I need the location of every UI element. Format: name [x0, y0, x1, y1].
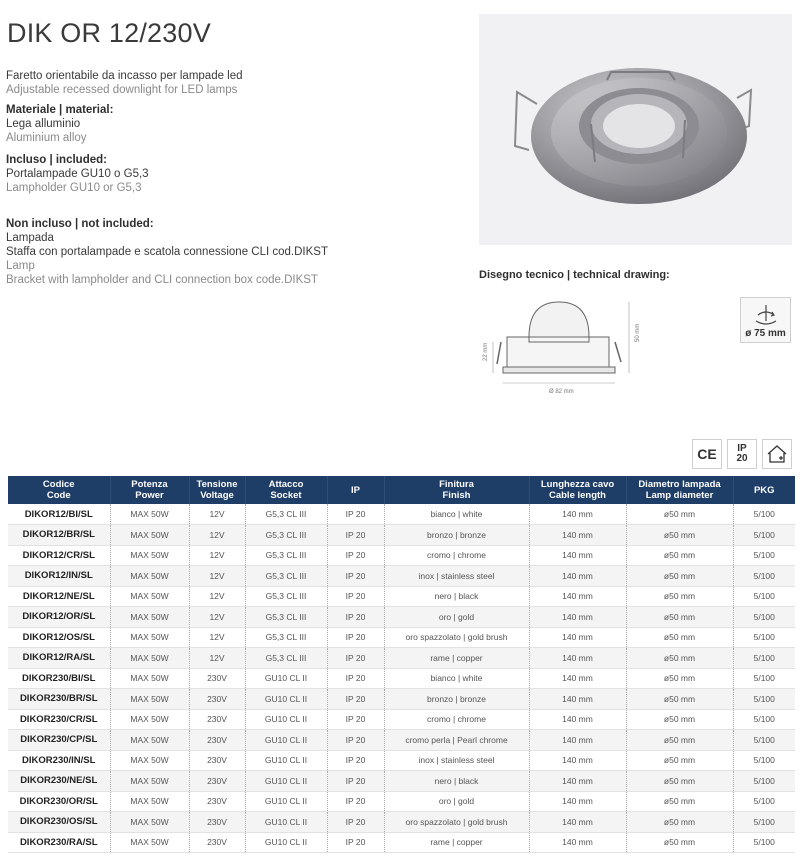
table-cell: 230V	[189, 812, 245, 833]
product-code-cell: DIKOR12/BR/SL	[8, 525, 110, 546]
table-cell: IP 20	[327, 607, 384, 628]
table-header-cell	[626, 476, 733, 504]
table-cell: 230V	[189, 709, 245, 730]
included-en: Lampholder GU10 or G5,3	[6, 182, 142, 194]
table-cell: IP 20	[327, 504, 384, 525]
table-cell: 140 mm	[529, 689, 626, 710]
table-cell: nero | black	[384, 586, 529, 607]
header-label-it: PKG	[753, 484, 775, 496]
table-cell: ø50 mm	[626, 525, 733, 546]
table-cell: 5/100	[733, 607, 795, 628]
product-code-cell: DIKOR12/NE/SL	[8, 586, 110, 607]
included-it: Portalampade GU10 o G5,3	[6, 168, 149, 180]
technical-drawing	[479, 292, 679, 402]
table-cell: bronzo | bronze	[384, 525, 529, 546]
table-cell: 140 mm	[529, 545, 626, 566]
table-header-cell	[110, 476, 189, 504]
table-cell: IP 20	[327, 812, 384, 833]
table-cell: GU10 CL II	[245, 750, 327, 771]
product-code-cell: DIKOR230/IN/SL	[8, 750, 110, 771]
included-heading: Incluso | included:	[6, 154, 107, 166]
header-label-it: Finitura	[439, 479, 474, 490]
table-cell: bianco | white	[384, 668, 529, 689]
table-cell: MAX 50W	[110, 607, 189, 628]
ce-mark-icon: CE	[692, 439, 722, 469]
table-cell: 5/100	[733, 648, 795, 669]
ip-rating-top: IP	[737, 443, 747, 454]
table-cell: 5/100	[733, 771, 795, 792]
table-cell: 140 mm	[529, 750, 626, 771]
table-cell: GU10 CL II	[245, 812, 327, 833]
table-cell: 140 mm	[529, 668, 626, 689]
table-cell: oro spazzolato | gold brush	[384, 812, 529, 833]
not-included-heading: Non incluso | not included:	[6, 218, 154, 230]
rotation-cutout-box	[740, 297, 791, 343]
product-description	[6, 69, 466, 297]
table-cell: IP 20	[327, 791, 384, 812]
table-cell: MAX 50W	[110, 504, 189, 525]
table-cell: 140 mm	[529, 607, 626, 628]
table-cell: ø50 mm	[626, 771, 733, 792]
table-row	[8, 627, 795, 648]
table-row	[8, 607, 795, 628]
header-label-it: Lunghezza cavo	[540, 479, 615, 490]
table-cell: 5/100	[733, 832, 795, 853]
table-cell: 5/100	[733, 812, 795, 833]
table-cell: oro spazzolato | gold brush	[384, 627, 529, 648]
header-label-it: Codice	[42, 479, 75, 490]
technical-drawing-label: Disegno tecnico | technical drawing:	[479, 269, 670, 281]
table-cell: G5,3 CL III	[245, 525, 327, 546]
table-cell: G5,3 CL III	[245, 648, 327, 669]
table-row	[8, 791, 795, 812]
house-icon	[766, 444, 788, 464]
table-cell: G5,3 CL III	[245, 545, 327, 566]
table-cell: 230V	[189, 668, 245, 689]
table-cell: 140 mm	[529, 832, 626, 853]
table-cell: 5/100	[733, 668, 795, 689]
table-cell: inox | stainless steel	[384, 750, 529, 771]
table-cell: ø50 mm	[626, 566, 733, 587]
header-label-en: Voltage	[200, 490, 234, 501]
table-cell: IP 20	[327, 586, 384, 607]
table-cell: 140 mm	[529, 525, 626, 546]
header-label-en: Code	[46, 490, 71, 501]
table-cell: IP 20	[327, 668, 384, 689]
table-cell: MAX 50W	[110, 525, 189, 546]
product-code-cell: DIKOR230/NE/SL	[8, 771, 110, 792]
table-cell: MAX 50W	[110, 648, 189, 669]
table-cell: MAX 50W	[110, 771, 189, 792]
product-code-cell: DIKOR12/IN/SL	[8, 566, 110, 587]
table-row	[8, 730, 795, 751]
not-included-it-2: Staffa con portalampade e scatola connessione CLI cod.DIKST	[6, 246, 328, 258]
table-header-row	[8, 476, 795, 504]
table-cell: ø50 mm	[626, 668, 733, 689]
table-cell: oro | gold	[384, 607, 529, 628]
table-cell: 5/100	[733, 791, 795, 812]
downlight-illustration	[479, 14, 792, 245]
material-heading: Materiale | material:	[6, 104, 114, 116]
page-title: DIK OR 12/230V	[7, 18, 211, 48]
table-cell: 230V	[189, 832, 245, 853]
product-code-cell: DIKOR12/OR/SL	[8, 607, 110, 628]
table-cell: 230V	[189, 689, 245, 710]
table-cell: G5,3 CL III	[245, 504, 327, 525]
table-cell: bianco | white	[384, 504, 529, 525]
table-header-cell	[733, 476, 795, 504]
header-label-it: Tensione	[196, 479, 238, 490]
table-header-cell	[8, 476, 110, 504]
header-label-en: Socket	[270, 490, 302, 501]
table-header-cell	[189, 476, 245, 504]
table-cell: cromo | chrome	[384, 545, 529, 566]
table-cell: ø50 mm	[626, 504, 733, 525]
table-cell: G5,3 CL III	[245, 627, 327, 648]
table-cell: inox | stainless steel	[384, 566, 529, 587]
table-cell: 140 mm	[529, 730, 626, 751]
table-cell: 5/100	[733, 586, 795, 607]
table-cell: GU10 CL II	[245, 771, 327, 792]
table-cell: cromo | chrome	[384, 709, 529, 730]
table-cell: 5/100	[733, 730, 795, 751]
table-row	[8, 545, 795, 566]
product-code-cell: DIKOR12/BI/SL	[8, 504, 110, 525]
table-cell: nero | black	[384, 771, 529, 792]
table-cell: 12V	[189, 545, 245, 566]
product-code-cell: DIKOR230/OS/SL	[8, 812, 110, 833]
product-code-cell: DIKOR230/BR/SL	[8, 689, 110, 710]
table-cell: IP 20	[327, 709, 384, 730]
table-cell: GU10 CL II	[245, 689, 327, 710]
header-label-it: Diametro lampada	[638, 479, 721, 490]
description-en: Adjustable recessed downlight for LED lamps	[6, 84, 238, 96]
table-cell: ø50 mm	[626, 648, 733, 669]
dim-diameter: Ø 82 mm	[549, 389, 574, 395]
table-cell: IP 20	[327, 730, 384, 751]
table-cell: IP 20	[327, 545, 384, 566]
product-code-cell: DIKOR12/OS/SL	[8, 627, 110, 648]
table-row	[8, 689, 795, 710]
product-code-cell: DIKOR230/CR/SL	[8, 709, 110, 730]
table-cell: ø50 mm	[626, 750, 733, 771]
table-cell: MAX 50W	[110, 709, 189, 730]
material-en: Aluminium alloy	[6, 132, 87, 144]
table-cell: ø50 mm	[626, 791, 733, 812]
table-cell: oro | gold	[384, 791, 529, 812]
table-row	[8, 504, 795, 525]
table-cell: IP 20	[327, 648, 384, 669]
table-cell: IP 20	[327, 750, 384, 771]
table-cell: MAX 50W	[110, 832, 189, 853]
header-label-en: Lamp diameter	[645, 490, 714, 501]
table-cell: ø50 mm	[626, 627, 733, 648]
table-cell: 5/100	[733, 566, 795, 587]
table-cell: ø50 mm	[626, 832, 733, 853]
table-cell: 140 mm	[529, 709, 626, 730]
table-cell: 12V	[189, 607, 245, 628]
table-cell: 140 mm	[529, 812, 626, 833]
table-row	[8, 566, 795, 587]
table-cell: cromo perla | Pearl chrome	[384, 730, 529, 751]
table-cell: IP 20	[327, 525, 384, 546]
table-cell: MAX 50W	[110, 566, 189, 587]
header-label-it: Attacco	[268, 479, 304, 490]
product-code-cell: DIKOR230/CP/SL	[8, 730, 110, 751]
table-row	[8, 648, 795, 669]
house-install-icon	[762, 439, 792, 469]
material-it: Lega alluminio	[6, 118, 81, 130]
table-row	[8, 586, 795, 607]
table-cell: ø50 mm	[626, 689, 733, 710]
table-cell: 140 mm	[529, 627, 626, 648]
table-cell: 12V	[189, 586, 245, 607]
table-cell: ø50 mm	[626, 607, 733, 628]
product-code-cell: DIKOR230/OR/SL	[8, 791, 110, 812]
table-cell: 12V	[189, 627, 245, 648]
table-cell: MAX 50W	[110, 545, 189, 566]
table-cell: 230V	[189, 750, 245, 771]
ip-rating-icon	[727, 439, 757, 469]
not-included-it-1: Lampada	[6, 232, 54, 244]
table-cell: MAX 50W	[110, 627, 189, 648]
table-cell: G5,3 CL III	[245, 607, 327, 628]
table-cell: 12V	[189, 566, 245, 587]
table-cell: bronzo | bronze	[384, 689, 529, 710]
table-row	[8, 750, 795, 771]
table-header-cell	[529, 476, 626, 504]
description-it: Faretto orientabile da incasso per lampade led	[6, 70, 243, 82]
table-cell: MAX 50W	[110, 750, 189, 771]
table-cell: 12V	[189, 525, 245, 546]
table-cell: MAX 50W	[110, 730, 189, 751]
table-cell: 5/100	[733, 689, 795, 710]
table-cell: 5/100	[733, 709, 795, 730]
table-cell: GU10 CL II	[245, 832, 327, 853]
table-cell: MAX 50W	[110, 812, 189, 833]
table-cell: G5,3 CL III	[245, 566, 327, 587]
product-code-cell: DIKOR12/RA/SL	[8, 648, 110, 669]
table-cell: 5/100	[733, 750, 795, 771]
not-included-en-1: Lamp	[6, 260, 35, 272]
table-cell: 5/100	[733, 627, 795, 648]
table-cell: 140 mm	[529, 771, 626, 792]
table-row	[8, 668, 795, 689]
table-cell: 140 mm	[529, 504, 626, 525]
table-header-cell	[245, 476, 327, 504]
dim-body-height: 22 mm	[483, 342, 489, 361]
table-cell: 140 mm	[529, 566, 626, 587]
table-cell: 140 mm	[529, 791, 626, 812]
table-cell: MAX 50W	[110, 668, 189, 689]
table-cell: MAX 50W	[110, 689, 189, 710]
table-cell: 230V	[189, 771, 245, 792]
table-row	[8, 812, 795, 833]
product-photo	[479, 14, 792, 245]
table-cell: 230V	[189, 791, 245, 812]
table-cell: IP 20	[327, 627, 384, 648]
table-cell: 140 mm	[529, 648, 626, 669]
table-cell: IP 20	[327, 771, 384, 792]
table-cell: 5/100	[733, 525, 795, 546]
product-code-cell: DIKOR230/BI/SL	[8, 668, 110, 689]
table-cell: G5,3 CL III	[245, 586, 327, 607]
table-cell: IP 20	[327, 832, 384, 853]
table-cell: 140 mm	[529, 586, 626, 607]
table-row	[8, 771, 795, 792]
table-cell: 12V	[189, 648, 245, 669]
table-cell: ø50 mm	[626, 730, 733, 751]
table-cell: 5/100	[733, 504, 795, 525]
product-code-cell: DIKOR230/RA/SL	[8, 832, 110, 853]
table-cell: rame | copper	[384, 832, 529, 853]
table-row	[8, 832, 795, 853]
table-cell: MAX 50W	[110, 586, 189, 607]
cutout-diameter: ø 75 mm	[745, 328, 786, 339]
table-cell: 230V	[189, 730, 245, 751]
table-cell: ø50 mm	[626, 545, 733, 566]
header-label-it: Potenza	[131, 479, 168, 490]
header-label-en: Cable length	[548, 490, 606, 501]
table-cell: rame | copper	[384, 648, 529, 669]
table-cell: 12V	[189, 504, 245, 525]
table-header-cell	[327, 476, 384, 504]
table-cell: 5/100	[733, 545, 795, 566]
table-cell: IP 20	[327, 566, 384, 587]
table-cell: ø50 mm	[626, 709, 733, 730]
not-included-en-2: Bracket with lampholder and CLI connection box code.DIKST	[6, 274, 318, 286]
table-cell: GU10 CL II	[245, 668, 327, 689]
table-row	[8, 709, 795, 730]
technical-drawing-svg	[479, 292, 679, 402]
header-label-en: Finish	[442, 490, 471, 501]
rotation-icon	[746, 301, 786, 327]
product-code-cell: DIKOR12/CR/SL	[8, 545, 110, 566]
header-label-en: Power	[135, 490, 164, 501]
table-cell: ø50 mm	[626, 812, 733, 833]
product-table	[8, 476, 795, 853]
table-cell: GU10 CL II	[245, 709, 327, 730]
table-cell: GU10 CL II	[245, 791, 327, 812]
table-cell: GU10 CL II	[245, 730, 327, 751]
ip-rating-bottom: 20	[736, 453, 748, 464]
table-cell: IP 20	[327, 689, 384, 710]
table-header-cell	[384, 476, 529, 504]
dim-total-height: 50 mm	[635, 323, 641, 342]
table-cell: ø50 mm	[626, 586, 733, 607]
header-label-it: IP	[351, 484, 360, 496]
table-row	[8, 525, 795, 546]
table-cell: MAX 50W	[110, 791, 189, 812]
